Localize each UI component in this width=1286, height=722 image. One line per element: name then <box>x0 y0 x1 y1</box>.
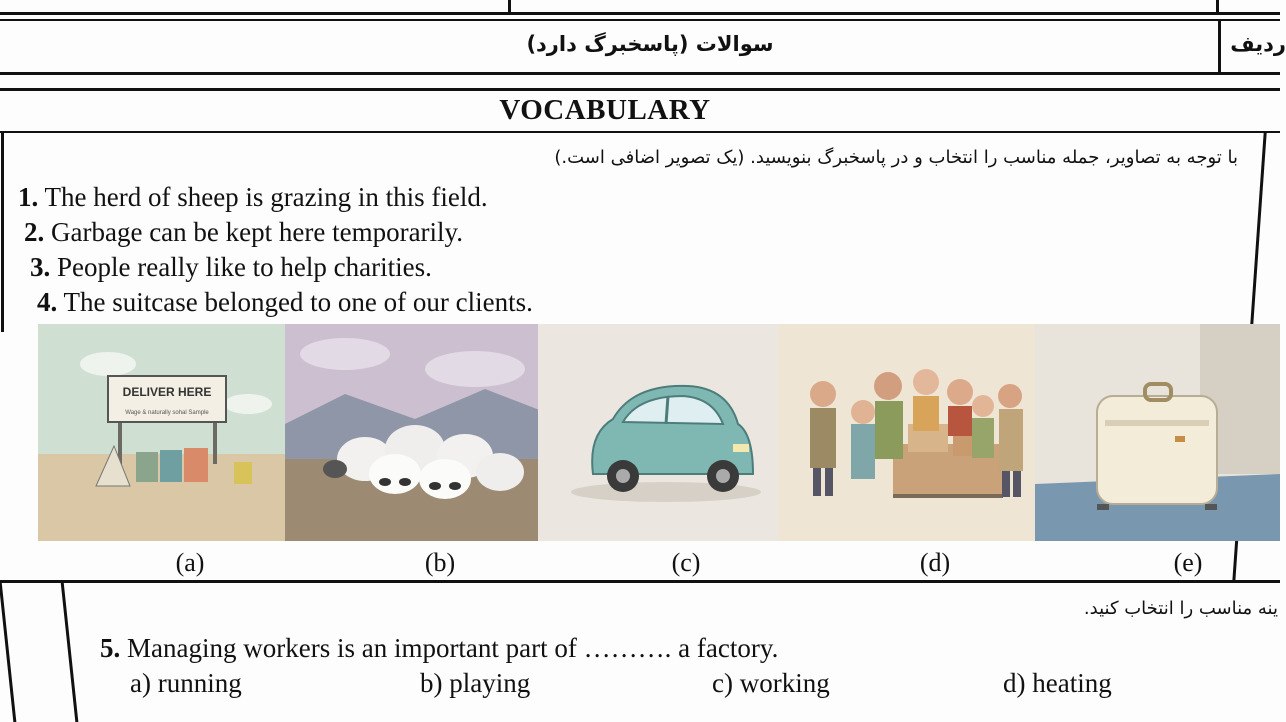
questions-header: سوالات (پاسخبرگ دارد) <box>526 32 774 56</box>
picture-label-b: (b) <box>424 548 456 577</box>
sheep-herd-image <box>285 324 550 541</box>
picture-c <box>538 324 790 541</box>
sentence-3 <box>30 252 432 283</box>
header-bottom-line <box>0 72 1280 75</box>
lower-left-line-1 <box>0 582 16 722</box>
picture-b <box>285 324 550 541</box>
question-text: Managing workers is an important part of ………. a factory. <box>127 633 779 663</box>
question5-instruction: ینه مناسب را انتخاب کنید. <box>1083 598 1278 619</box>
top-border <box>0 12 1280 15</box>
sentence-4 <box>37 287 533 318</box>
small-car-image <box>538 324 790 541</box>
sentence-number: 2. <box>24 217 45 247</box>
picture-a <box>38 324 298 541</box>
option-a: a) running <box>130 668 242 698</box>
picture-label-d: (d) <box>919 548 951 577</box>
top-divider-right <box>1216 0 1219 14</box>
picture-label-e: (e) <box>1173 548 1203 577</box>
section-instruction: با توجه به تصاویر، جمله مناسب را انتخاب و در پاسخبرگ بنویسید. (یک تصویر اضافی است.) <box>554 147 1238 168</box>
trash-bins-sign-image <box>38 324 298 541</box>
top-divider <box>508 0 511 14</box>
section-top-line <box>0 88 1280 91</box>
sentence-text: The herd of sheep is grazing in this field. <box>44 182 488 212</box>
left-margin-line <box>1 132 4 332</box>
header-top-line <box>0 19 1280 21</box>
sentence-text: People really like to help charities. <box>57 252 432 282</box>
question-5 <box>100 633 778 664</box>
section-title: VOCABULARY <box>499 94 711 126</box>
option-d: d) heating <box>1003 668 1112 698</box>
option-b: b) playing <box>420 668 531 698</box>
section-title-line <box>0 131 1280 133</box>
picture-label-c: (c) <box>671 548 701 577</box>
people-charity-image <box>778 324 1048 541</box>
picture-label-a: (a) <box>175 548 205 577</box>
sentence-number: 4. <box>37 287 58 317</box>
row-number-header: ردیف <box>1230 32 1286 56</box>
sentence-text: The suitcase belonged to one of our clients. <box>63 287 533 317</box>
picture-e <box>1035 324 1280 541</box>
sentence-2 <box>24 217 463 248</box>
sentence-1 <box>18 182 488 213</box>
sentence-text: Garbage can be kept here temporarily. <box>51 217 464 247</box>
sentence-number: 3. <box>30 252 51 282</box>
sentence-number: 1. <box>18 182 39 212</box>
question-number: 5. <box>100 633 121 663</box>
option-c: c) working <box>712 668 830 698</box>
radif-divider <box>1218 20 1221 74</box>
sign-text: DELIVER HERE <box>122 385 212 399</box>
sign-small-text: Wage & naturally sohal Sample <box>125 410 209 416</box>
picture-d <box>778 324 1048 541</box>
lower-left-line-2 <box>61 582 79 722</box>
section-bottom-line <box>0 580 1280 583</box>
suitcase-image <box>1035 324 1280 541</box>
